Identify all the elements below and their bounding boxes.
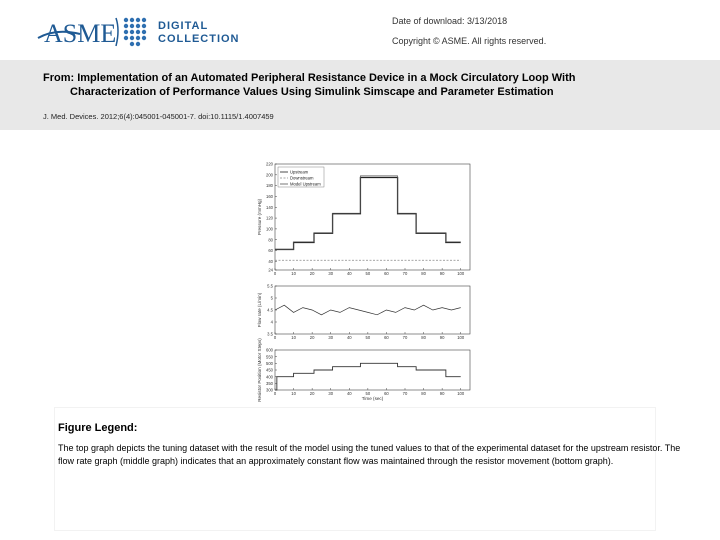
y-tick-label: 350	[266, 380, 273, 386]
y-tick-label: 600	[266, 347, 273, 353]
legend-entry: Upstream	[290, 169, 309, 175]
y-tick-label: 220	[266, 161, 273, 167]
x-tick-label: 50	[365, 271, 371, 276]
y-tick-label: 550	[266, 354, 273, 360]
y-tick-label: 140	[266, 204, 273, 210]
figure-charts	[245, 158, 475, 402]
article-title-line1: From: Implementation of an Automated Peripheral Resistance Device in a Mock Circulatory Loop With	[43, 72, 576, 84]
x-tick-label: 50	[365, 391, 371, 396]
x-tick-label: 10	[291, 391, 296, 396]
x-tick-label: 80	[421, 271, 426, 276]
y-axis-label: Flow rate (L/min)	[257, 292, 262, 328]
legend-entry: Downstream	[290, 175, 314, 181]
plot-frame	[275, 286, 470, 334]
x-tick-label: 20	[309, 391, 315, 396]
article-citation: J. Med. Devices. 2012;6(4):045001-045001-7. doi:10.1115/1.4007459	[43, 112, 274, 121]
x-tick-label: 90	[439, 391, 445, 396]
x-tick-label: 40	[346, 335, 352, 340]
y-tick-label: 24	[268, 267, 273, 273]
y-tick-label: 4	[270, 319, 273, 325]
x-tick-label: 70	[402, 391, 408, 396]
chart-panel-3	[257, 338, 470, 402]
x-tick-label: 30	[328, 271, 334, 276]
chart-panel-2	[257, 284, 470, 340]
download-date: Date of download: 3/13/2018	[392, 16, 508, 26]
x-tick-label: 70	[402, 335, 408, 340]
x-tick-label: 90	[439, 335, 445, 340]
y-tick-label: 3.5	[267, 331, 273, 337]
logo-sub-line2: COLLECTION	[158, 33, 240, 45]
y-tick-label: 5.5	[267, 283, 273, 289]
x-tick-label: 0	[273, 335, 277, 340]
x-tick-label: 10	[291, 271, 296, 276]
x-tick-label: 80	[421, 335, 426, 340]
logo-sub-line1: DIGITAL	[158, 20, 209, 32]
x-tick-label: 90	[439, 271, 445, 276]
x-tick-label: 100	[457, 271, 465, 276]
y-tick-label: 5	[270, 295, 273, 301]
y-tick-label: 400	[266, 374, 273, 380]
figure-legend	[55, 408, 681, 530]
chart-legend	[278, 167, 324, 187]
logo-wordmark: ASME	[44, 19, 117, 48]
x-tick-label: 60	[384, 391, 389, 396]
y-tick-label: 180	[266, 183, 273, 189]
figure-legend-text: The top graph depicts the tuning dataset with the result of the model using the tuned values to that of the experimental dataset for the upstream resistor. The flow rate graph (middle graph) indicates that an approximately constant flow was maintained through the resistor movement (bottom graph).	[58, 443, 681, 466]
y-tick-label: 450	[266, 367, 273, 373]
y-axis-label: Pressure (mmHg)	[257, 198, 262, 236]
legend-entry: Model Upstream	[290, 181, 321, 187]
article-title	[43, 71, 663, 99]
y-tick-label: 60	[268, 248, 273, 254]
article-title-line2: Characterization of Performance Values Using Simulink Simscape and Parameter Estimation	[70, 86, 554, 98]
y-tick-label: 160	[266, 194, 273, 200]
y-tick-label: 120	[266, 215, 273, 221]
x-tick-label: 30	[328, 335, 334, 340]
x-tick-label: 10	[291, 335, 296, 340]
x-tick-label: 100	[457, 335, 465, 340]
x-tick-label: 100	[457, 391, 465, 396]
copyright-notice: Copyright © ASME. All rights reserved.	[392, 36, 547, 46]
x-tick-label: 50	[365, 335, 371, 340]
y-tick-label: 4.5	[267, 307, 273, 313]
x-tick-label: 40	[346, 271, 352, 276]
x-tick-label: 80	[421, 391, 426, 396]
y-tick-label: 80	[268, 237, 273, 243]
x-tick-label: 70	[402, 271, 408, 276]
x-tick-label: 60	[384, 335, 389, 340]
y-tick-label: 40	[268, 258, 273, 264]
asme-logo	[36, 12, 246, 52]
x-tick-label: 20	[309, 271, 315, 276]
y-tick-label: 100	[266, 226, 273, 232]
y-tick-label: 500	[266, 360, 273, 366]
y-tick-label: 200	[266, 172, 273, 178]
figure-legend-heading: Figure Legend:	[58, 422, 138, 434]
logo-dots-icon	[124, 18, 146, 46]
x-tick-label: 60	[384, 271, 389, 276]
y-axis-label: Resistor Position (Motor Steps)	[257, 338, 262, 402]
y-tick-label: 300	[266, 387, 273, 393]
x-tick-label: 40	[346, 391, 352, 396]
x-tick-label: 0	[273, 271, 277, 276]
chart-panel-1	[257, 162, 470, 276]
x-tick-label: 20	[309, 335, 315, 340]
x-tick-label: 0	[273, 391, 277, 396]
x-tick-label: 30	[328, 391, 334, 396]
x-axis-label: Time (sec)	[361, 396, 384, 401]
